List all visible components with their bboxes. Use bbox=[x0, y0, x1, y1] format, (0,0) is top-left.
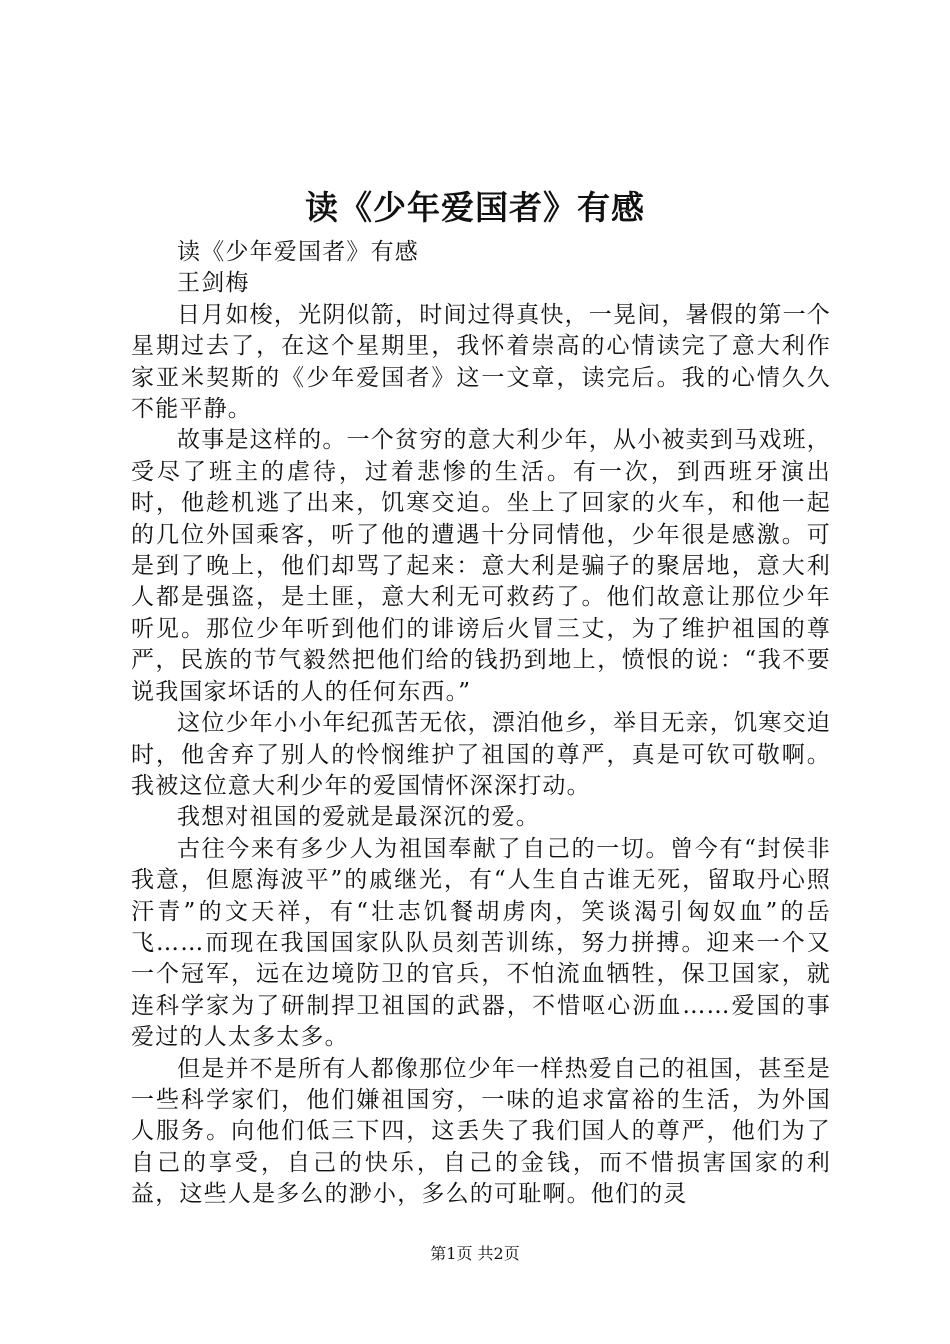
paragraph: 这位少年小小年纪孤苦无依，漂泊他乡，举目无亲，饥寒交迫时，他舍弃了别人的怜悯维护了祖国的尊严，真是可钦可敬啊。我被这位意大利少年的爱国情怀深深打动。 bbox=[131, 710, 831, 799]
paragraph: 读《少年爱国者》有感 bbox=[177, 239, 419, 265]
paragraph: 古往今来有多少人为祖国奉献了自己的一切。曾今有“封侯非我意，但愿海波平”的戚继光，有“人生自古谁无死，留取丹心照汗青”的文天祥，有“壮志饥餐胡虏肉，笑谈渴引匈奴血”的岳飞……而现在我国国家队队员刻苦训练，努力拼搏。迎来一个又一个冠军，远在边境防卫的官兵，不怕流血牺牲，保卫国家，就连科学家为了研制捍卫祖国的武器，不惜呕心沥血……爱国的事爱过的人太多太多。 bbox=[131, 835, 831, 1051]
page-footer: 第1页 共2页 bbox=[430, 1244, 520, 1263]
paragraph: 但是并不是所有人都像那位少年一样热爱自己的祖国，甚至是一些科学家们，他们嫌祖国穷，一味的追求富裕的生活，为外国人服务。向他们低三下四，这丢失了我们国人的尊严，他们为了自己的享受，自己的快乐，自己的金钱，而不惜损害国家的利益，这些人是多么的渺小，多么的可耻啊。他们的灵 bbox=[131, 1055, 831, 1208]
paragraph: 日月如梭，光阴似箭，时间过得真快，一晃间，暑假的第一个星期过去了，在这个星期里，我怀着崇高的心情读完了意大利作家亚米契斯的《少年爱国者》这一文章，读完后。我的心情久久不能平静。 bbox=[131, 301, 831, 423]
paragraph: 我想对祖国的爱就是最深沉的爱。 bbox=[177, 804, 540, 831]
paragraph: 故事是这样的。一个贫穷的意大利少年，从小被卖到马戏班，受尽了班主的虐待，过着悲惨的生活。有一次，到西班牙演出时，他趁机逃了出来，饥寒交迫。坐上了回家的火车，和他一起的几位外国乘客，听了他的遭遇十分同情他，少年很是感激。可是到了晚上，他们却骂了起来：意大利是骗子的聚居地，意大利人都是强盗，是土匪，意大利无可救药了。他们故意让那位少年听见。那位少年听到他们的诽谤后火冒三丈，为了维护祖国的尊严，民族的节气毅然把他们给的钱扔到地上，愤恨的说：“我不要说我国家坏话的人的任何东西。” bbox=[131, 427, 831, 705]
document-body bbox=[131, 237, 831, 1211]
page-title: 读《少年爱国者》有感 bbox=[305, 188, 645, 227]
paragraph-author: 王剑梅 bbox=[177, 270, 250, 297]
